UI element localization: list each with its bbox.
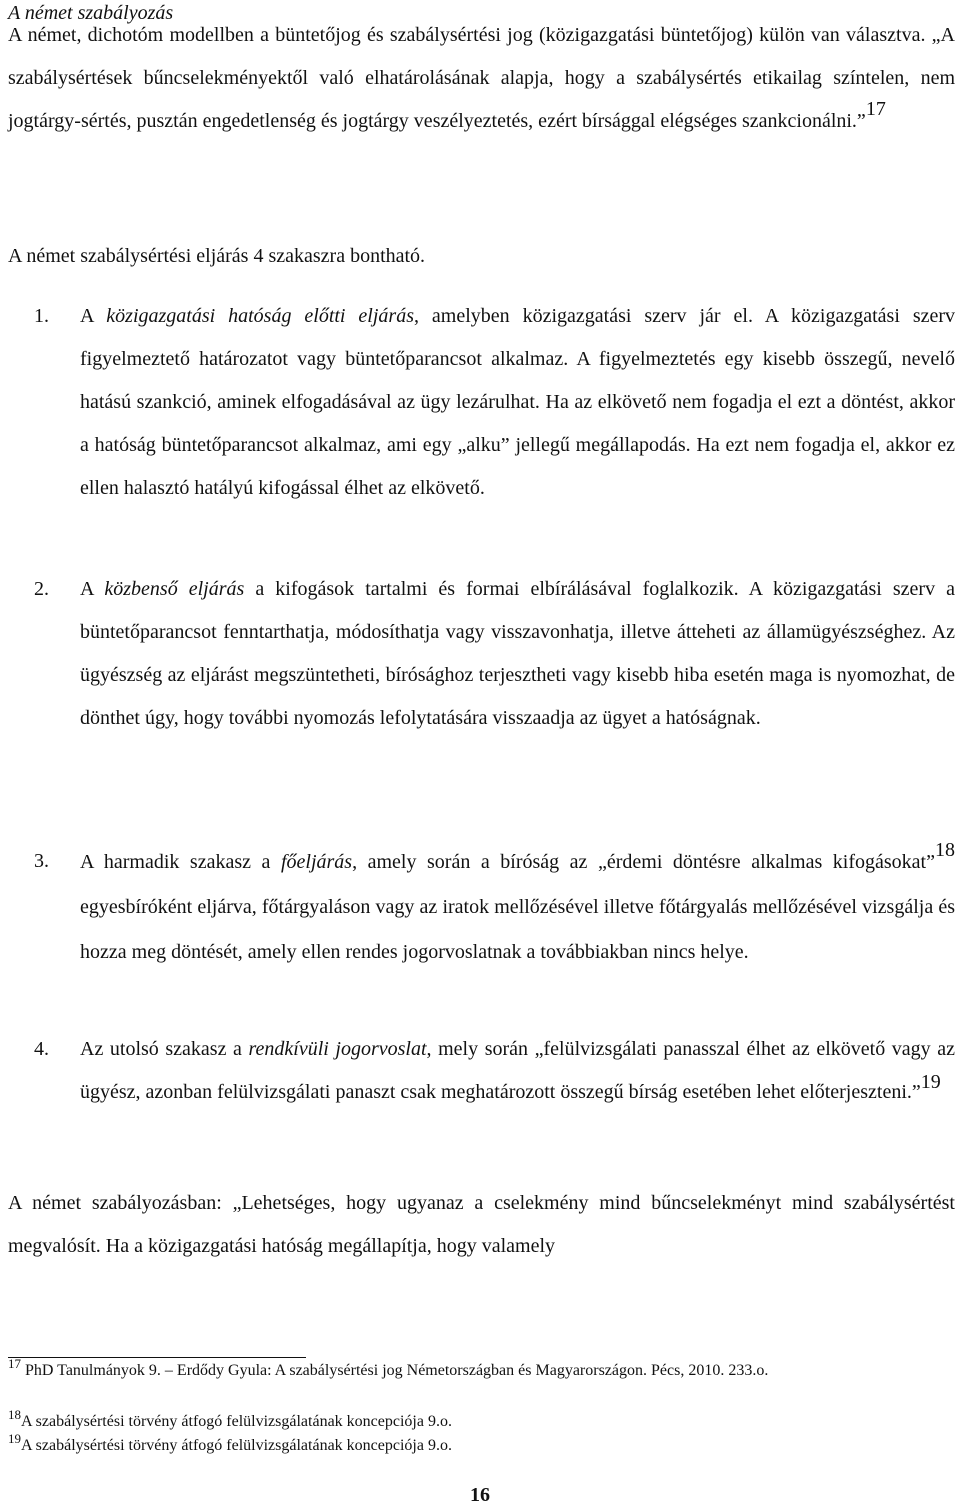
intro-text: A német, dichotóm modellben a büntetőjog és szabálysértési jog (közigazgatási büntetőjog) külön van választva. „A szabálysértések bűncselekményektől való elhatárolásának alapja, hogy a szabálysértés etikailag színtelen, nem jogtárgy-sértés, pusztán engedetlenség és jogtárgy veszélyeztetés, ezért bírsággal elégséges szankcionálni.”	[8, 24, 955, 132]
item-text	[80, 1028, 955, 1114]
footnote-number: 19	[8, 1431, 21, 1446]
item-italic-term: közigazgatási hatóság előtti eljárás	[106, 305, 414, 327]
footnote-ref-19[interactable]: 19	[920, 1071, 941, 1093]
item-lead: A	[80, 578, 105, 600]
stages-intro: A német szabálysértési eljárás 4 szakaszra bontható.	[8, 245, 426, 267]
footnote-divider	[8, 1357, 306, 1358]
footnote-ref-17[interactable]: 17	[865, 98, 886, 120]
item-text	[80, 568, 955, 740]
footnote-number: 18	[8, 1407, 21, 1422]
item-number: 3.	[34, 850, 49, 872]
page-number: 16	[470, 1484, 490, 1506]
list-item-4	[8, 1028, 955, 1158]
item-italic-term: rendkívüli jogorvoslat	[248, 1038, 427, 1060]
item-rest: , mely során „felülvizsgálati panasszal élhet az elkövető vagy az ügyész, azonban felülvizsgálati panaszt csak meghatározott összegű bírság esetében lehet előterjeszteni.”	[80, 1038, 955, 1103]
section-heading: A német szabályozás	[8, 2, 174, 24]
item-lead: A	[80, 305, 107, 327]
item-rest: a kifogások tartalmi és formai elbírálásával foglalkozik. A közigazgatási szerv a büntetőparancsot fenntarthatja, módosíthatja vagy visszavonhatja, illetve átteheti az államügyészséghez. Az ügyészség az eljárást megszüntetheti, bírósághoz terjesztheti vagy kisebb hiba esetén maga is nyomozhat, de dönthet úgy, hogy további nyomozás lefolytatására visszaadja az ügyet a hatóságnak.	[80, 578, 955, 729]
list-item-2	[8, 568, 955, 828]
footnote-text: PhD Tanulmányok 9. – Erdődy Gyula: A szabálysértési jog Németországban és Magyarországon. Pécs, 2010. 233.o.	[25, 1362, 769, 1379]
item-number: 1.	[34, 305, 49, 327]
item-italic-term: főeljárás	[280, 851, 353, 873]
item-number: 2.	[34, 578, 49, 600]
item-lead: Az utolsó szakasz a	[80, 1038, 249, 1060]
footnote-17	[8, 1356, 955, 1381]
footnote-number: 17	[8, 1356, 21, 1371]
list-item-3	[8, 840, 955, 1020]
list-item-1	[8, 295, 955, 555]
item-number: 4.	[34, 1038, 49, 1060]
item-lead: A harmadik szakasz a	[80, 851, 281, 873]
footnote-19	[8, 1431, 955, 1456]
footnote-text: A szabálysértési törvény átfogó felülvizsgálatának koncepciója 9.o.	[21, 1413, 452, 1430]
item-text	[80, 840, 955, 975]
footnote-text: A szabálysértési törvény átfogó felülvizsgálatának koncepciója 9.o.	[21, 1437, 452, 1454]
intro-paragraph	[8, 14, 955, 143]
item-rest-continued: egyesbíróként eljárva, főtárgyaláson vagy az iratok mellőzésével illetve főtárgyalás mellőzésével vizsgálja és hozza meg döntését, amely ellen rendes jogorvoslatnak a továbbiakban nincs helye.	[80, 896, 955, 963]
item-text	[80, 295, 955, 510]
item-rest: , amelyben közigazgatási szerv jár el. A közigazgatási szerv figyelmeztető határozatot vagy büntetőparancsot alkalmaz. A figyelmeztetés egy kisebb összegű, nevelő hatású szankció, aminek elfogadásával az ügy lezárulhat. Ha az elkövető nem fogadja el ezt a döntést, akkor a hatóság büntetőparancsot alkalmaz, ami egy „alku” jellegű megállapodás. Ha ezt nem fogadja el, akkor ez ellen halasztó hatályú kifogással élhet az elkövető.	[80, 305, 956, 499]
footnote-18	[8, 1407, 955, 1432]
item-rest: , amely során a bíróság az „érdemi döntésre alkalmas kifogásokat”	[352, 851, 935, 873]
closing-paragraph: A német szabályozásban: „Lehetséges, hogy ugyanaz a cselekmény mind bűncselekményt mind szabálysértést megvalósít. Ha a közigazgatási hatóság megállapítja, hogy valamely	[8, 1192, 955, 1257]
footnote-ref-18[interactable]: 18	[935, 839, 955, 861]
item-italic-term: közbenső eljárás	[104, 578, 245, 600]
